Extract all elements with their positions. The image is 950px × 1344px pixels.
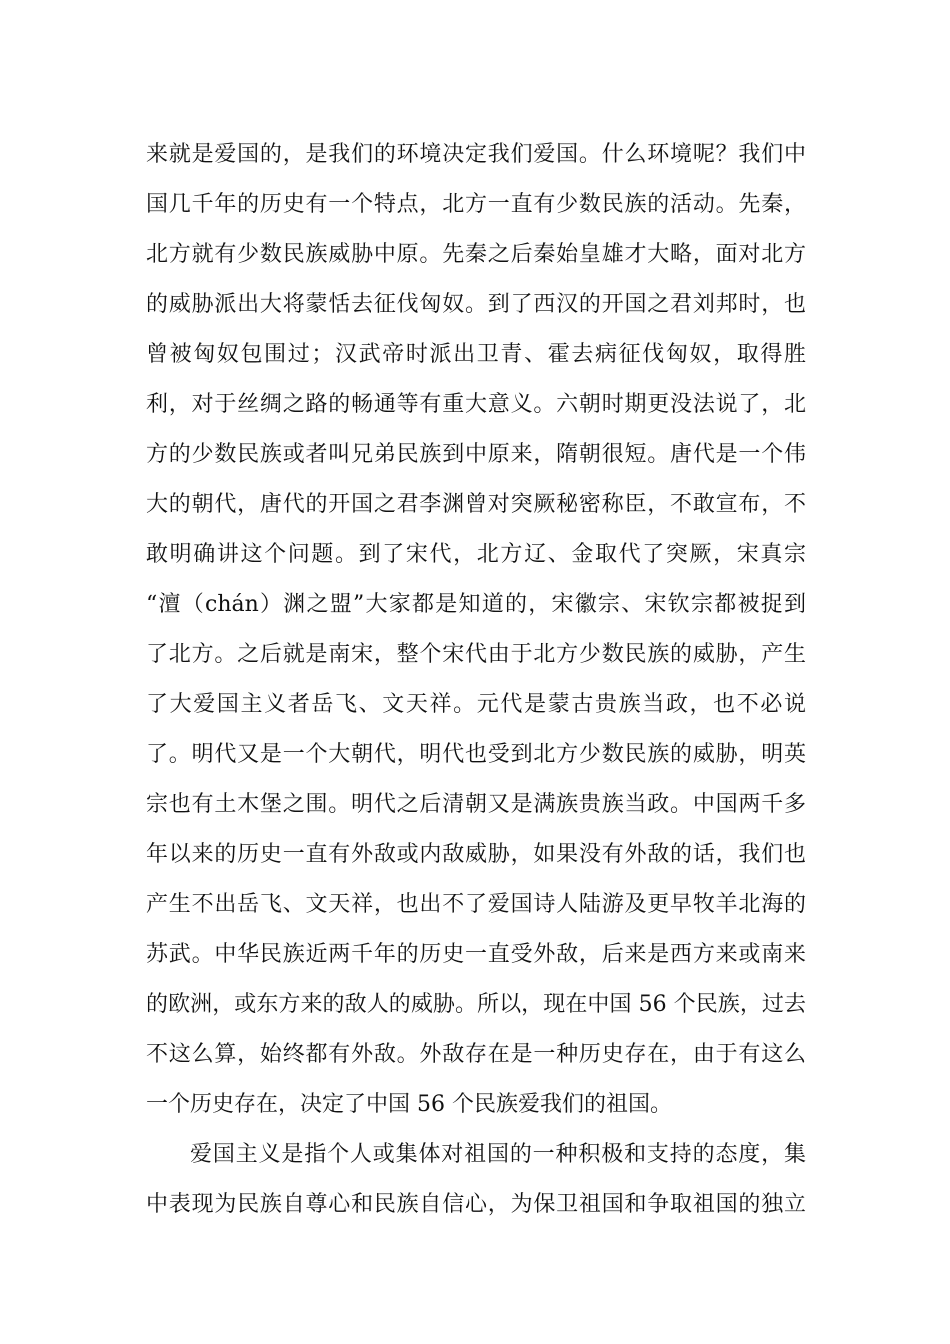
text-line: 敢明确讲这个问题。到了宋代，北方辽、金取代了突厥，宋真宗 [146, 542, 806, 567]
text-line: 北方就有少数民族威胁中原。先秦之后秦始皇雄才大略，面对北方 [146, 242, 806, 267]
paragraph-end-line: 一个历史存在，决定了中国 56 个民族爱我们的祖国。 [146, 1092, 672, 1117]
text-line: 不这么算，始终都有外敌。外敌存在是一种历史存在，由于有这么 [146, 1042, 806, 1067]
text-line: 宗也有土木堡之围。明代之后清朝又是满族贵族当政。中国两千多 [146, 792, 806, 817]
paragraph-start-line: 爱国主义是指个人或集体对祖国的一种积极和支持的态度，集 [190, 1142, 806, 1167]
text-line: 苏武。中华民族近两千年的历史一直受外敌，后来是西方来或南来 [146, 942, 806, 967]
text-line: 的欧洲，或东方来的敌人的威胁。所以，现在中国 56 个民族，过去 [146, 992, 806, 1017]
text-line: 利，对于丝绸之路的畅通等有重大意义。六朝时期更没法说了，北 [146, 392, 806, 417]
text-line: 中表现为民族自尊心和民族自信心，为保卫祖国和争取祖国的独立 [146, 1192, 806, 1217]
text-line: 了北方。之后就是南宋，整个宋代由于北方少数民族的威胁，产生 [146, 642, 806, 667]
text-line: 国几千年的历史有一个特点，北方一直有少数民族的活动。先秦， [146, 192, 806, 217]
body-text [146, 130, 806, 1230]
text-line: 来就是爱国的，是我们的环境决定我们爱国。什么环境呢？我们中 [146, 142, 806, 167]
text-line: 曾被匈奴包围过；汉武帝时派出卫青、霍去病征伐匈奴，取得胜 [146, 342, 806, 367]
text-line: 大的朝代，唐代的开国之君李渊曾对突厥秘密称臣，不敢宣布，不 [146, 492, 806, 517]
text-line: 产生不出岳飞、文天祥，也出不了爱国诗人陆游及更早牧羊北海的 [146, 892, 806, 917]
text-line: 了。明代又是一个大朝代，明代也受到北方少数民族的威胁，明英 [146, 742, 806, 767]
text-line: 方的少数民族或者叫兄弟民族到中原来，隋朝很短。唐代是一个伟 [146, 442, 806, 467]
text-line: 了大爱国主义者岳飞、文天祥。元代是蒙古贵族当政，也不必说 [146, 692, 806, 717]
text-line: 年以来的历史一直有外敌或内敌威胁，如果没有外敌的话，我们也 [146, 842, 806, 867]
text-line: “澶（chán）渊之盟”大家都是知道的，宋徽宗、宋钦宗都被捉到 [146, 592, 806, 617]
text-line: 的威胁派出大将蒙恬去征伐匈奴。到了西汉的开国之君刘邦时，也 [146, 292, 806, 317]
